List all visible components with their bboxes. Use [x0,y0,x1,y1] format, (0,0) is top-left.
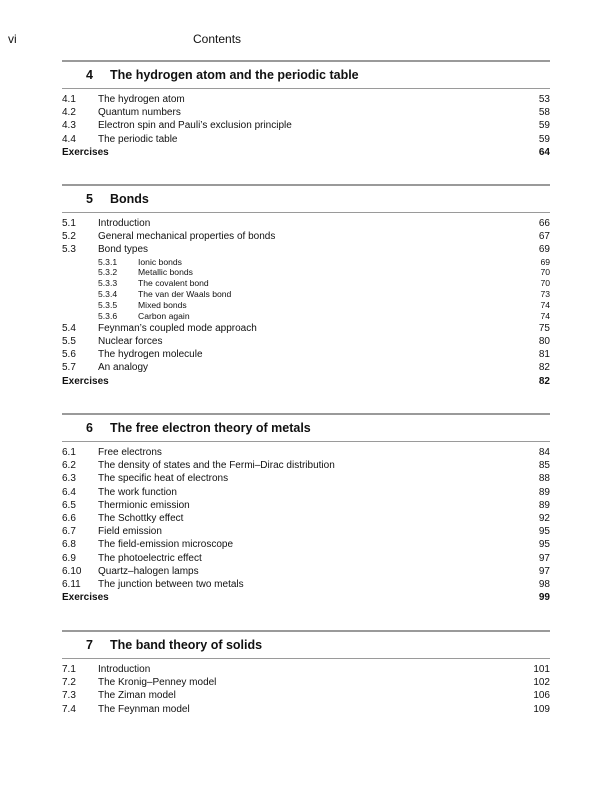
section-number: 5.3.1 [98,256,118,267]
section-number: 5.3.3 [98,278,118,289]
section-number: 5.3 [62,244,76,256]
toc-entry-list [62,442,550,604]
page-ref: 106 [533,690,550,702]
section-number: 5.3.2 [98,267,118,278]
toc-section-entry[interactable] [62,486,550,499]
chapter-number: 6 [86,421,93,435]
exercises-label: Exercises [62,375,109,387]
page-ref: 58 [538,107,550,119]
section-number: 4.2 [62,107,76,119]
section-number: 5.7 [62,362,76,374]
section-number: 6.6 [62,512,76,524]
toc-section-entry[interactable] [62,703,550,716]
toc-section-entry[interactable] [62,230,550,243]
section-number: 4.4 [62,133,76,145]
toc-section-entry[interactable] [62,459,550,472]
page-ref: 69 [538,244,550,256]
section-title: Quartz–halogen lamps [98,565,199,577]
section-number: 6.5 [62,499,76,511]
toc-section-entry[interactable] [62,565,550,578]
section-title: The Ziman model [98,690,176,702]
page-ref: 53 [538,94,550,105]
section-number: 5.3.6 [98,311,118,322]
toc-subsection-entry[interactable] [62,300,550,311]
running-head: Contents [193,32,242,46]
chapter-number: 4 [86,68,93,82]
chapter-title[interactable]: Bonds [110,192,149,206]
section-title: Quantum numbers [98,107,181,119]
section-title: The hydrogen atom [98,94,185,105]
chapter-title[interactable]: The free electron theory of metals [110,421,311,435]
page-ref: 95 [538,539,550,551]
section-title: Free electrons [98,447,162,458]
section-title: Introduction [98,218,151,229]
section-title: The van der Waals bond [138,289,232,300]
section-title: Carbon again [138,311,190,322]
section-title: Metallic bonds [138,267,193,278]
page-ref: 98 [538,578,550,590]
page-ref: 81 [538,349,550,361]
page-ref: 97 [538,565,550,577]
toc-exercises-entry[interactable] [62,146,550,159]
toc-section-entry[interactable] [62,243,550,256]
section-number: 6.11 [62,578,81,590]
toc-section-entry[interactable] [62,217,550,230]
page-ref: 101 [533,664,550,675]
toc-section-entry[interactable] [62,119,550,132]
toc-section-entry[interactable] [62,538,550,551]
page-ref: 59 [538,133,550,145]
toc-subsection-entry[interactable] [62,289,550,300]
section-title: The hydrogen molecule [98,349,203,361]
toc-section-entry[interactable] [62,689,550,702]
section-title: The Kronig–Penney model [98,677,217,689]
page-ref: 69 [540,256,550,267]
chapter-7 [62,630,550,716]
page-ref: 102 [533,677,550,689]
exercises-label: Exercises [62,592,109,604]
section-number: 5.3.4 [98,289,118,300]
section-title: General mechanical properties of bonds [98,231,276,243]
section-number: 6.1 [62,447,76,458]
section-title: Field emission [98,526,162,538]
page-ref: 109 [533,703,550,715]
toc-section-entry[interactable] [62,472,550,485]
section-number: 4.3 [62,120,76,132]
chapter-title[interactable]: The band theory of solids [110,638,263,652]
section-number: 7.2 [62,677,76,689]
section-title: The Schottky effect [98,512,184,524]
toc-exercises-entry[interactable] [62,375,550,388]
page-ref: 85 [538,460,550,472]
chapter-title[interactable]: The hydrogen atom and the periodic table [110,68,359,82]
page-ref: 80 [538,336,550,348]
page-ref: 73 [540,289,550,300]
chapter-heading [62,62,550,88]
chapter-4 [62,60,550,159]
chapter-heading [62,415,550,441]
section-title: Ionic bonds [138,256,182,267]
page-ref: 70 [540,278,550,289]
page-ref: 67 [538,231,550,243]
page-ref: 82 [538,362,550,374]
section-number: 7.1 [62,664,76,675]
section-title: Feynman’s coupled mode approach [98,322,257,334]
toc-exercises-entry[interactable] [62,591,550,604]
toc-entry-list [62,89,550,159]
page-ref: 92 [538,512,550,524]
page-ref: 64 [538,146,550,158]
toc-section-entry[interactable] [62,335,550,348]
section-number: 7.3 [62,690,76,702]
section-number: 5.3.5 [98,300,118,311]
page-number: vi [8,32,17,46]
chapter-heading [62,632,550,658]
page-ref: 82 [538,375,550,387]
toc-section-entry[interactable] [62,446,550,459]
toc-section-entry[interactable] [62,322,550,335]
toc-section-entry[interactable] [62,93,550,106]
section-title: The periodic table [98,133,178,145]
section-title: Thermionic emission [98,499,190,511]
toc-entry-list [62,213,550,388]
page-ref: 89 [538,499,550,511]
chapter-5 [62,184,550,388]
section-number: 5.1 [62,218,76,229]
section-title: The covalent bond [138,278,209,289]
page-ref: 97 [538,552,550,564]
section-title: An analogy [98,362,149,374]
exercises-label: Exercises [62,146,109,158]
toc-section-entry[interactable] [62,663,550,676]
toc-section-entry[interactable] [62,499,550,512]
section-title: Bond types [98,244,149,256]
page-ref: 59 [538,120,550,132]
section-title: The specific heat of electrons [98,473,229,485]
section-number: 6.2 [62,460,76,472]
page-ref: 75 [538,322,550,334]
toc-section-entry[interactable] [62,106,550,119]
section-number: 6.4 [62,486,76,498]
section-title: The density of states and the Fermi–Dirac distribution [98,460,335,472]
toc-entry-list [62,659,550,716]
chapter-number: 5 [86,192,93,206]
toc-subsection-entry[interactable] [62,267,550,278]
toc-section-entry[interactable] [62,133,550,146]
page-ref: 74 [540,311,550,322]
section-number: 6.7 [62,526,76,538]
toc-subsection-entry[interactable] [62,257,550,268]
section-title: Electron spin and Pauli’s exclusion principle [98,120,292,132]
section-title: The junction between two metals [98,578,244,590]
section-number: 6.8 [62,539,76,551]
toc-section-entry[interactable] [62,552,550,565]
section-title: The Feynman model [98,703,190,715]
section-title: Introduction [98,664,151,675]
section-number: 6.9 [62,552,76,564]
section-title: The field-emission microscope [98,539,234,551]
section-number: 7.4 [62,703,76,715]
section-number: 6.3 [62,473,76,485]
toc-subsection-entry[interactable] [62,278,550,289]
page-ref: 88 [538,473,550,485]
page-ref: 66 [538,218,550,229]
page-ref: 99 [538,592,550,604]
section-title: Mixed bonds [138,300,187,311]
page-ref: 95 [538,526,550,538]
chapter-number: 7 [86,638,93,652]
page-ref: 70 [540,267,550,278]
toc-section-entry[interactable] [62,676,550,689]
page-ref: 74 [540,300,550,311]
section-number: 5.4 [62,322,76,334]
toc-section-entry[interactable] [62,578,550,591]
page-ref: 89 [538,486,550,498]
section-number: 4.1 [62,94,76,105]
section-title: The work function [98,486,177,498]
section-number: 5.2 [62,231,76,243]
section-title: Nuclear forces [98,336,163,348]
toc-section-entry[interactable] [62,525,550,538]
chapter-heading [62,186,550,212]
page-ref: 84 [538,447,550,458]
chapter-6 [62,413,550,604]
section-title: The photoelectric effect [98,552,202,564]
section-number: 5.5 [62,336,76,348]
toc-section-entry[interactable] [62,512,550,525]
toc-section-entry[interactable] [62,348,550,361]
toc-section-entry[interactable] [62,361,550,374]
toc-subsection-entry[interactable] [62,311,550,322]
section-number: 6.10 [62,565,82,577]
section-number: 5.6 [62,349,76,361]
